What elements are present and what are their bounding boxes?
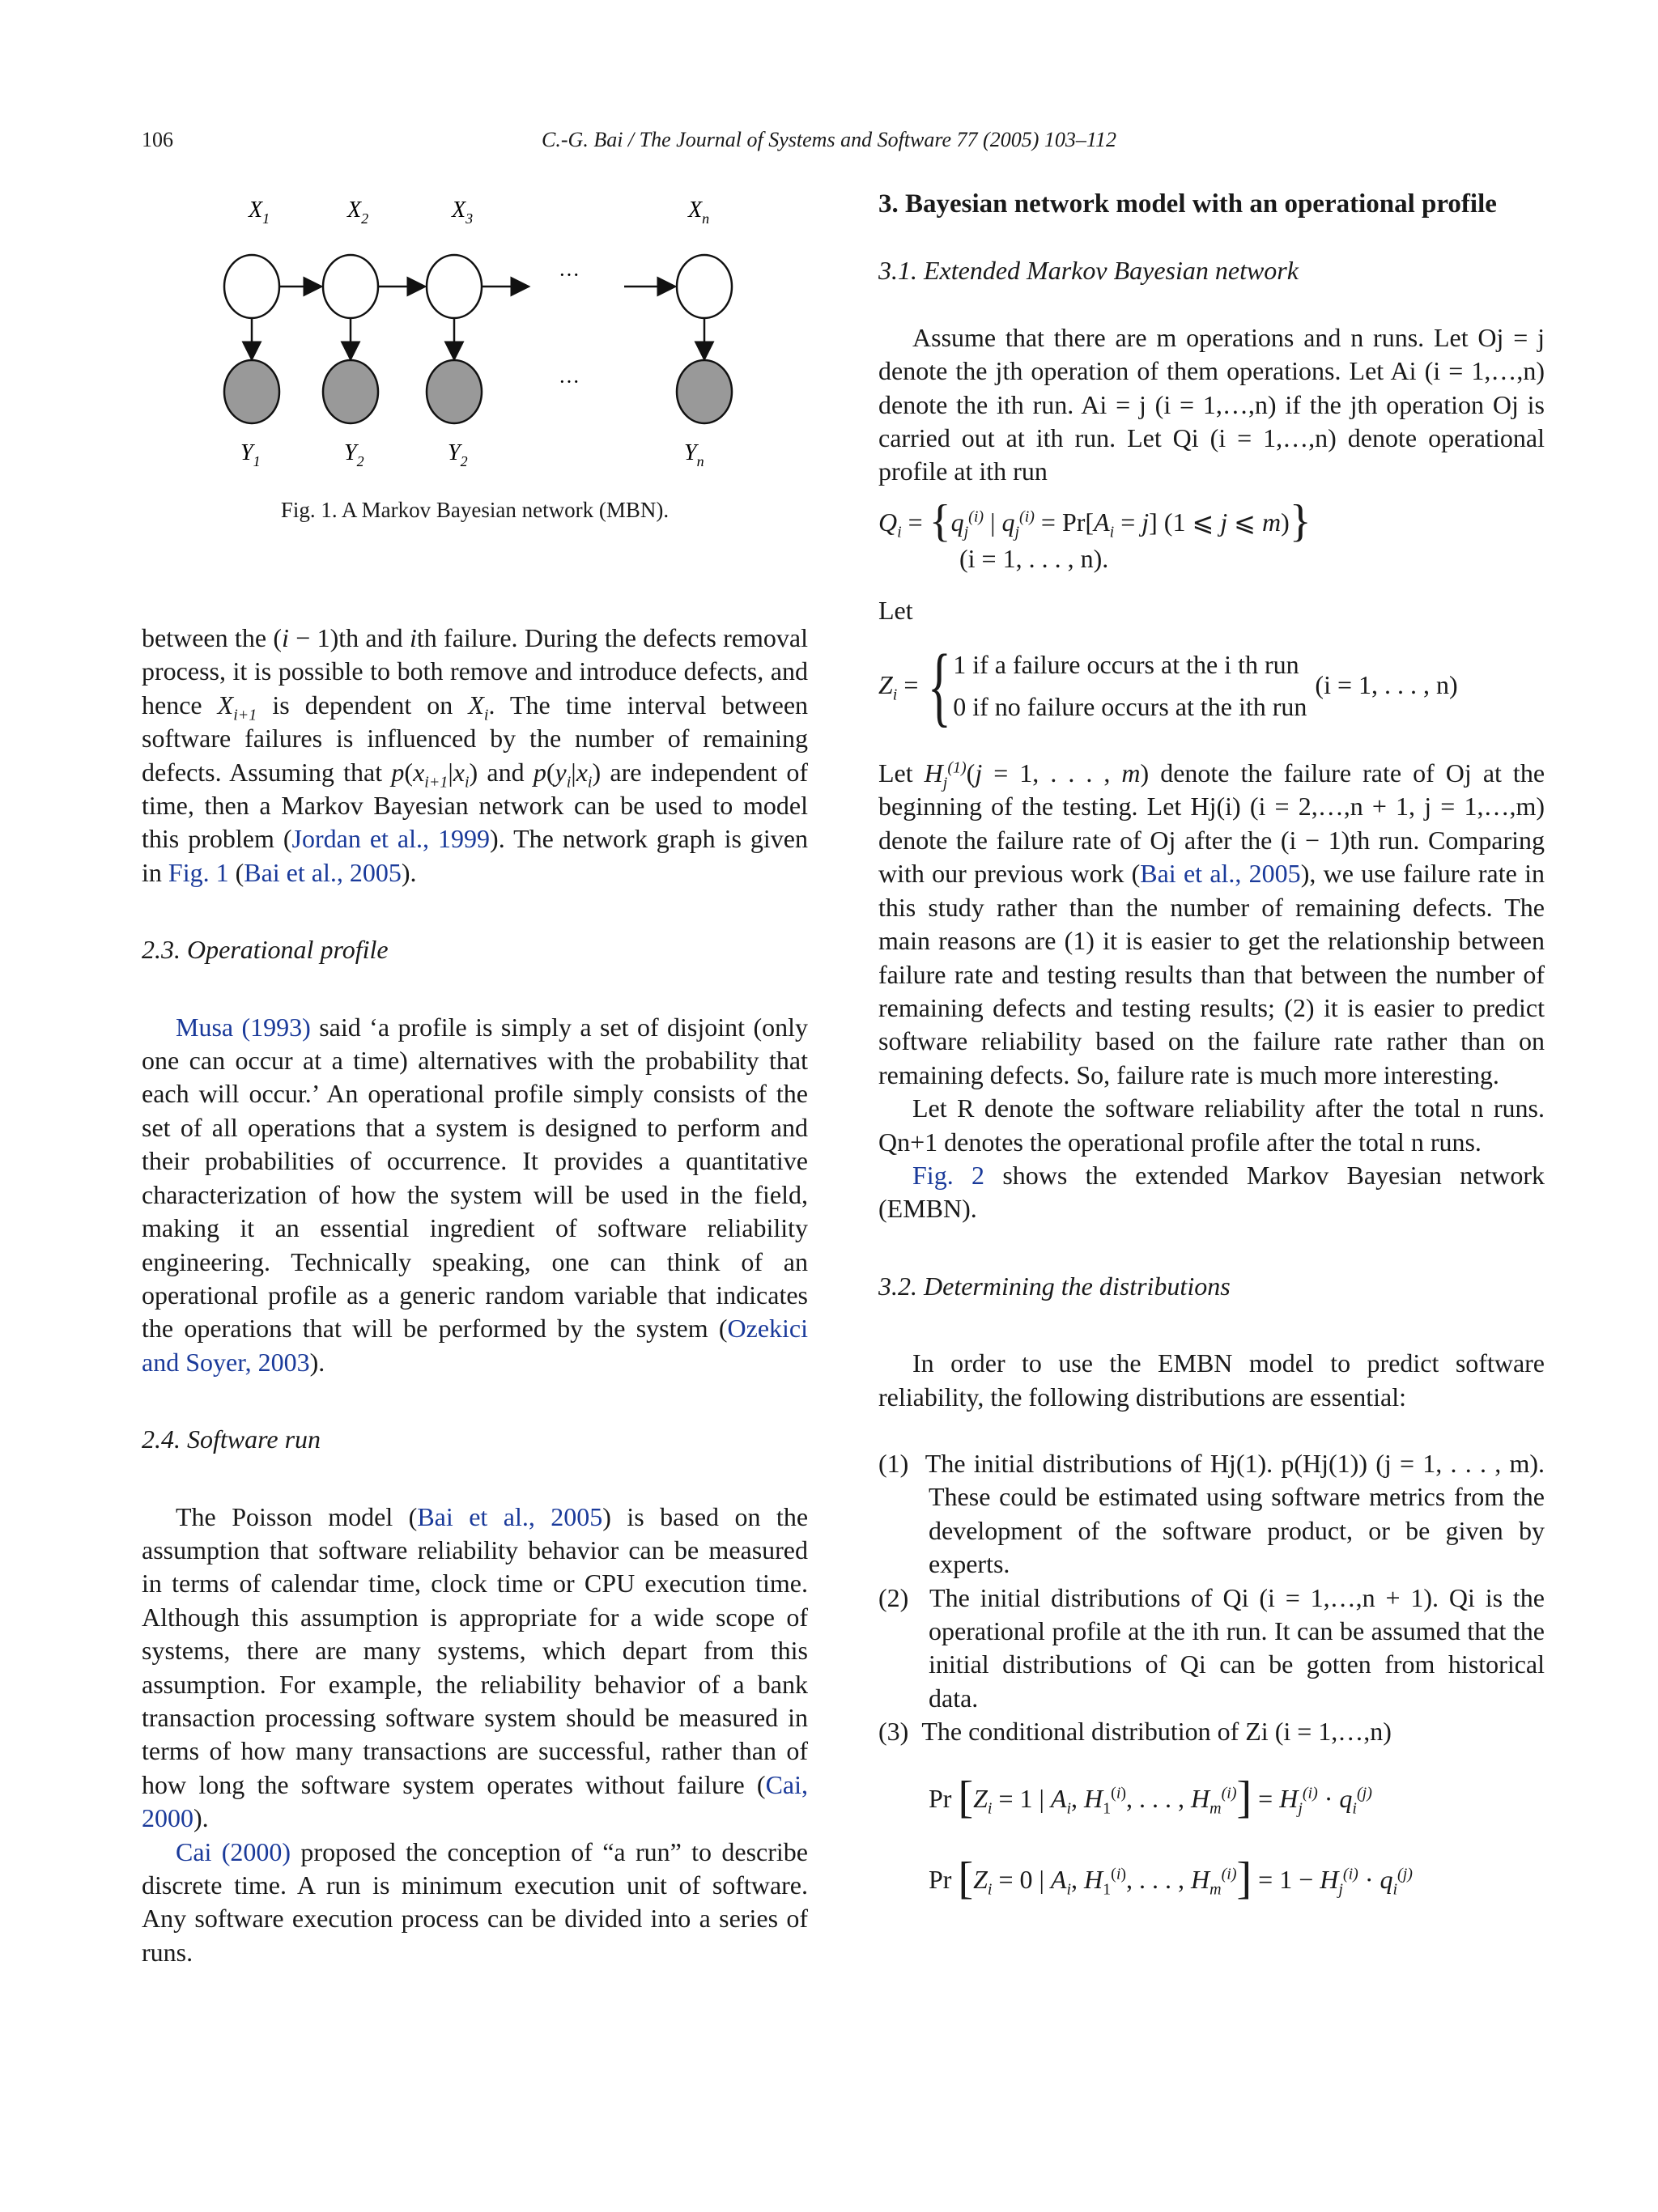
node-label-y2b: $Y_2$ bbox=[448, 440, 468, 469]
list-item: (2) The initial distributions of Qi (i = 1,…,n + 1). Qi is the operational profile at the ith run. It can be assumed that the initial distributions of Qi can be gotten from historical data. bbox=[878, 1582, 1545, 1713]
list-item: (1) The initial distributions of Hj(1). p(Hj(1)) (j = 1, . . . , m). These could be estimated using software metrics from the development of the software product, or be given by experts. bbox=[878, 1448, 1545, 1579]
figure-1-caption: Fig. 1. A Markov Bayesian network (MBN). bbox=[280, 498, 670, 522]
running-title: C.-G. Bai / The Journal of Systems and Software 77 (2005) 103–112 bbox=[542, 128, 1116, 151]
citation-link[interactable]: Bai et al., 2005 bbox=[417, 1501, 603, 1531]
equation-zi: $Z_i$ = { 1 if a failure occurs at the i th run 0 if no failure occurs at the ith run (i = 1, . . . , n) bbox=[878, 636, 1458, 736]
node-label-x1: $X_1$ bbox=[249, 197, 270, 227]
equation-pr-z1: Pr [$Z_i = 1$ | $A_i$, $H_1^{(i)}$, . . . , $H_m^{(i)}] = H_j^{(i)} \cdot q_i^{(j)}$ bbox=[929, 1772, 1372, 1823]
node-label-y1: $Y_1$ bbox=[240, 440, 261, 469]
equation-qi: $Q_i = \{q_j^{(i)}$ | $q_j^{(i)} = Pr[A_i = j]$ (1 ⩽ j ⩽ m)} (i = 1, . . . , n). bbox=[878, 505, 1545, 576]
section-2-3-title: 2.3. Operational profile bbox=[142, 935, 389, 965]
section-3-1-title: 3.1. Extended Markov Bayesian network bbox=[878, 256, 1299, 286]
section-3-1-paragraph: Assume that there are m operations and n runs. Let Oj = j denote the jth operation of them operations. Let Ai (i = 1,…,n) denote the ith run. Ai = j (i = 1,…,n) if the jth operation Oj is carried out at ith run. Let Qi (i = 1,…,n) denote operational profile at ith run bbox=[878, 322, 1545, 486]
list-item: (3) The conditional distribution of Zi (i = 1,…,n) bbox=[878, 1717, 1392, 1747]
section-2-4-paragraph: The Poisson model (Bai et al., 2005) is based on the assumption that software reliability behavior can be measured in terms of calendar time, clock time or CPU execution time. Although this assumption is appropriate for a wide scope of systems, there are many systems, which depart from this assumption. For example, the reliability behavior of a bank transaction processing software system should be measured in terms of how many transactions are successful, rather than of how long the software system operates without failure (Cai, 2000). bbox=[142, 1501, 809, 1833]
node-x3 bbox=[427, 255, 482, 318]
page-number: 106 bbox=[142, 128, 173, 151]
equation-qi-range: (i = 1, . . . , n). bbox=[959, 544, 1109, 574]
right-column bbox=[878, 188, 1545, 1904]
failure-rate-paragraph: Let $H_j^{(1)}(j = 1$, . . . , m) denote the failure rate of Oj at the beginning of the testing. Let Hj(i) (i = 2,…,n + 1, j = 1,…,m) denote the failure rate of Oj after the (i − 1)th run. Comparing with our previous work (Bai et al., 2005), we use failure rate in this study rather than the number of remaining defects. The main reasons are (1) it is easier to get the relationship between failure rate and testing results than that between the number of remaining defects and testing results; (2) it is easier to predict software reliability based on the failure rate rather than on remaining defects. So, failure rate is much more interesting. bbox=[878, 758, 1545, 1089]
citation-link[interactable]: Bai et al., 2005 bbox=[1140, 859, 1301, 889]
citation-link[interactable]: Cai (2000) bbox=[176, 1836, 291, 1866]
section-2-3-paragraph: Musa (1993) said ‘a profile is simply a set of disjoint (only one can occur at a time) alternatives with the probability that each will occur.’ An operational profile simply consists of the set of all operations that a system is designed to perform and their probabilities of occurrence. It provides a quantitative characterization of how the system will be used in the field, making it an essential ingredient of software reliability engineering. Technically speaking, one can think of an operational profile as a generic random variable that indicates the operations that will be performed by the system (Ozekici and Soyer, 2003). bbox=[142, 1012, 809, 1377]
figure-link[interactable]: Fig. 2 bbox=[912, 1160, 985, 1190]
citation-link[interactable]: Jordan et al., 1999 bbox=[291, 824, 491, 854]
citation-link[interactable]: Bai et al., 2005 bbox=[244, 857, 402, 887]
node-label-xn: $X_n$ bbox=[688, 197, 710, 227]
section-3-title: 3. Bayesian network model with an operational profile bbox=[878, 189, 1497, 219]
node-xn bbox=[677, 255, 732, 318]
section-3-2-paragraph: In order to use the EMBN model to predict software reliability, the following distributions are essential: bbox=[878, 1348, 1545, 1412]
node-y2a bbox=[323, 360, 378, 423]
citation-link[interactable]: Musa (1993) bbox=[176, 1012, 311, 1042]
distribution-list bbox=[878, 1447, 1545, 1749]
ellipsis-bottom: ··· bbox=[559, 370, 580, 393]
section-2-4-title: 2.4. Software run bbox=[142, 1424, 321, 1454]
let-label: Let bbox=[878, 595, 913, 625]
run-definition-paragraph: Cai (2000) proposed the conception of “a run” to describe discrete time. A run is minimum execution unit of software. Any software execution process can be divided into a series of runs. bbox=[142, 1836, 809, 1967]
ellipsis-top: ··· bbox=[559, 263, 580, 287]
node-label-x3: $X_3$ bbox=[452, 197, 474, 227]
node-x1 bbox=[224, 255, 279, 318]
figure-link[interactable]: Fig. 1 bbox=[168, 857, 229, 887]
figure-1-markov-network bbox=[142, 185, 808, 484]
node-y2b bbox=[427, 360, 482, 423]
node-label-x2: $X_2$ bbox=[347, 197, 369, 227]
intro-paragraph: between the (i − 1)th and ith failure. During the defects removal process, it is possible to both remove and introduce defects, and hence $X_{i+1}$ is dependent on $X_i$. The time interval between software failures is influenced by the number of remaining defects. Assuming that $p(x_{i+1}|x_i)$ and $p(y_i|x_i)$ are independent of time, then a Markov Bayesian network can be used to model this problem (Jordan et al., 1999). The network graph is given in Fig. 1 (Bai et al., 2005). bbox=[142, 623, 809, 887]
section-3-2-title: 3.2. Determining the distributions bbox=[878, 1271, 1231, 1301]
zi-case-0: 0 if no failure occurs at the ith run bbox=[953, 692, 1307, 722]
figure-2-paragraph: Fig. 2 shows the extended Markov Bayesian network (EMBN). bbox=[878, 1160, 1545, 1224]
node-yn bbox=[677, 360, 732, 423]
reliability-paragraph: Let R denote the software reliability after the total n runs. Qn+1 denotes the operational profile after the total n runs. bbox=[878, 1093, 1545, 1157]
zi-range: (i = 1, . . . , n) bbox=[1315, 670, 1458, 700]
left-column bbox=[142, 622, 808, 1969]
node-y1 bbox=[224, 360, 279, 423]
node-x2 bbox=[323, 255, 378, 318]
equation-pr-z0: Pr [$Z_i = 0$ | $A_i$, $H_1^{(i)}$, . . . , $H_m^{(i)}] = 1 - H_j^{(i)} \cdot q_i^{(j)}$ bbox=[929, 1853, 1413, 1904]
node-label-y2a: $Y_2$ bbox=[344, 440, 364, 469]
citation-link[interactable]: Cai, 2000 bbox=[142, 1769, 808, 1833]
zi-case-1: 1 if a failure occurs at the i th run bbox=[953, 650, 1299, 680]
citation-link[interactable]: Ozekici and Soyer, 2003 bbox=[142, 1314, 808, 1377]
node-label-yn: $Y_n$ bbox=[684, 440, 704, 469]
